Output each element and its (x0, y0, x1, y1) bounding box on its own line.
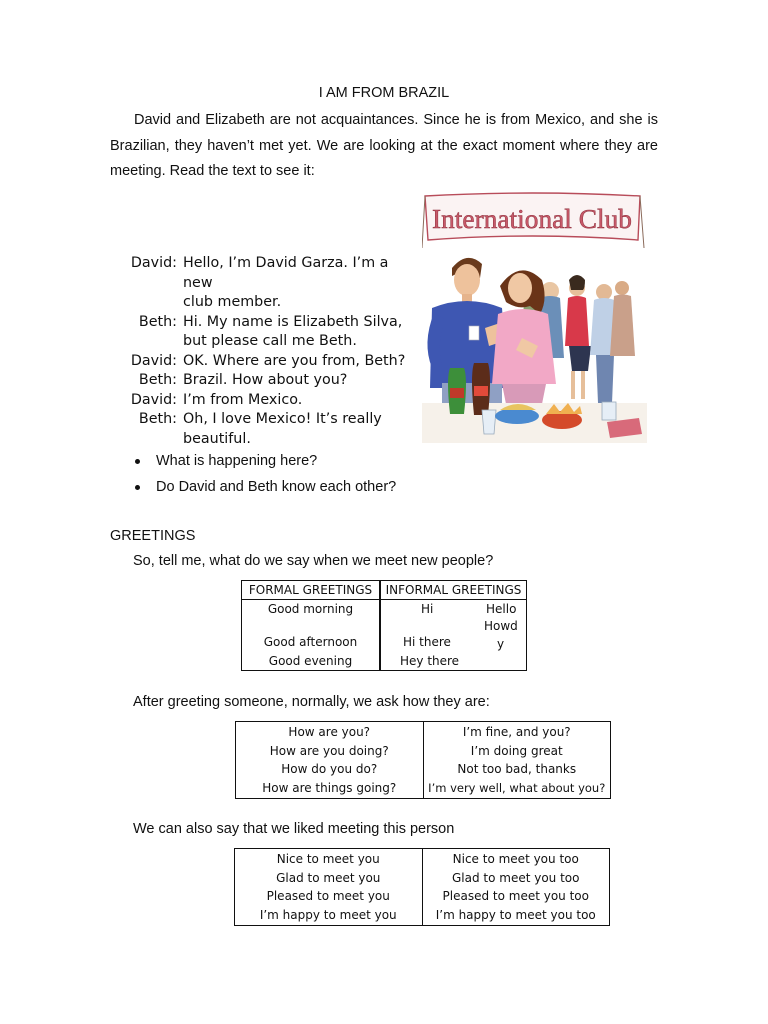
intro-paragraph: David and Elizabeth are not acquaintances. Since he is from Mexico, and she is Brazilian, they haven’t met yet. We are looking at the exact moment where they are meeting. Read the text to see it: (110, 112, 658, 179)
utterance: Hi. My name is Elizabeth Silva, (183, 313, 403, 330)
meeting-phrase: Pleased to meet you (266, 889, 390, 903)
column-header-formal: FORMAL GREETINGS (242, 581, 381, 600)
informal-greeting: Hello (486, 602, 517, 616)
column-header-informal: INFORMAL GREETINGS (380, 581, 527, 600)
utterance-continued: but please call me Beth. (183, 333, 357, 349)
greetings-prompt: So, tell me, what do we say when we meet new people? (133, 553, 494, 569)
how-are-question: How do you do? (281, 762, 378, 776)
speaker: Beth: (138, 411, 177, 427)
meeting-prompt: We can also say that we liked meeting this person (133, 821, 455, 837)
speaker: David: (130, 391, 177, 408)
question-item: What is happening here? (132, 448, 396, 474)
banner-text: International Club (432, 204, 632, 234)
informal-greeting: Hey there (400, 654, 460, 668)
question-item: Do David and Beth know each other? (132, 474, 396, 500)
how-are-answer: Not too bad, thanks (457, 762, 577, 776)
meeting-replies-cell (422, 849, 610, 926)
dialogue-line (125, 371, 415, 391)
dialogue-line (125, 254, 415, 293)
dialogue-line (125, 313, 415, 333)
formal-greeting: Good afternoon (263, 635, 358, 649)
table-row (235, 849, 610, 926)
utterance: Oh, I love Mexico! It’s really (183, 411, 382, 427)
utterance: OK. Where are you from, Beth? (183, 352, 406, 369)
nice-to-meet-table (234, 848, 610, 926)
how-are-answer: I’m fine, and you? (462, 725, 571, 739)
utterance: Hello, I’m David Garza. I’m a new (183, 255, 389, 291)
how-are-question: How are things going? (262, 780, 397, 795)
utterance: I’m from Mexico. (183, 391, 303, 408)
banner (422, 193, 644, 248)
meeting-phrase: I’m happy to meet you (259, 907, 397, 922)
utterance-continued: beautiful. (183, 430, 251, 447)
meeting-reply: Nice to meet you too (452, 852, 579, 866)
informal-greetings-cell (380, 600, 527, 671)
speaker: Beth: (138, 372, 177, 388)
how-are-question: How are you doing? (269, 743, 389, 758)
greetings-table (241, 580, 527, 671)
speaker: Beth: (138, 313, 177, 330)
dialogue-line (125, 352, 415, 372)
meeting-reply: Glad to meet you too (451, 870, 580, 885)
how-are-answer: I’m very well, what about you? (428, 780, 606, 795)
dialogue (125, 254, 415, 449)
questions-cell (236, 722, 424, 799)
meeting-phrases-cell (235, 849, 423, 926)
question-list (132, 448, 396, 500)
international-club-illustration (422, 188, 647, 443)
how-are-prompt: After greeting someone, normally, we ask how they are: (133, 694, 490, 710)
dialogue-line (125, 391, 415, 411)
how-are-answer: I’m doing great (470, 743, 563, 758)
utterance-continued: club member. (183, 294, 282, 310)
how-are-question: How are you? (288, 725, 371, 739)
formal-greeting: Good evening (268, 654, 353, 668)
table-header-row (242, 581, 527, 600)
table-row (236, 722, 611, 799)
utterance: Brazil. How about you? (183, 372, 348, 388)
meeting-reply: Pleased to meet you too (442, 889, 589, 903)
informal-greeting: Howd (484, 619, 518, 633)
informal-greeting: Hi there (403, 635, 451, 649)
speaker: David: (130, 352, 177, 369)
informal-greeting: Hi (421, 602, 434, 616)
meeting-phrase: Glad to meet you (276, 870, 381, 885)
speaker: David: (130, 255, 177, 271)
how-are-you-table (235, 721, 611, 799)
meeting-reply: I’m happy to meet you too (435, 907, 596, 922)
dialogue-line (125, 410, 415, 430)
section-heading-greetings: GREETINGS (110, 528, 196, 544)
answers-cell (423, 722, 611, 799)
formal-greetings-cell (242, 600, 381, 671)
informal-greeting: y (497, 637, 505, 651)
formal-greeting: Good morning (267, 602, 354, 616)
page-title: I AM FROM BRAZIL (318, 85, 450, 101)
table-row (242, 600, 527, 671)
meeting-phrase: Nice to meet you (276, 852, 380, 866)
